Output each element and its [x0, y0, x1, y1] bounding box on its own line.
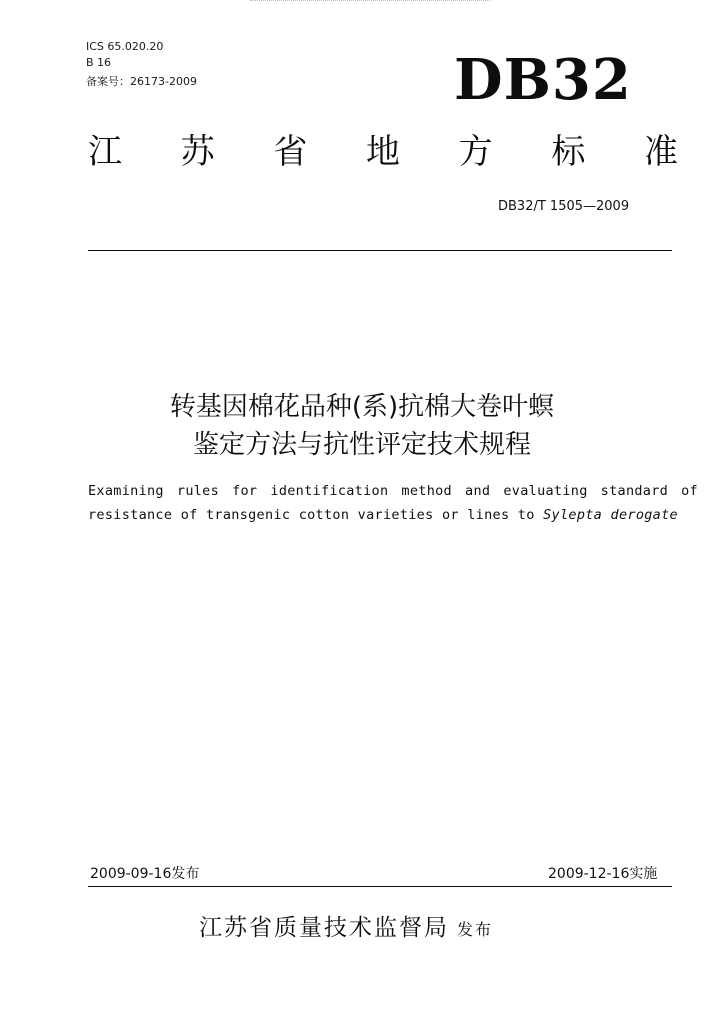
chinese-title-line-1: 转基因棉花品种(系)抗棉大卷叶螟 — [169, 392, 555, 422]
issue-date: 2009-09-16发布 — [90, 866, 200, 882]
standard-type-title: 江 苏 省 地 方 标 准 — [88, 132, 678, 172]
category-code: B 16 — [86, 56, 112, 69]
db32-logo: DB32 — [454, 47, 632, 113]
scan-artifact-line — [250, 0, 490, 5]
issuer-name: 江苏省质量技术监督局 — [199, 915, 449, 941]
issuer-suffix: 发布 — [457, 920, 494, 939]
chinese-title-line-2: 鉴定方法与抗性评定技术规程 — [192, 430, 531, 460]
species-name: Sylepta derogate — [543, 507, 678, 523]
effective-date: 2009-12-16实施 — [548, 866, 658, 882]
footer-divider — [88, 886, 672, 887]
english-title-line-1: Examining rules for identification method and evaluating standard of — [88, 483, 698, 499]
english-title-line-2 — [88, 503, 698, 527]
filing-number: 备案号：26173-2009 — [86, 75, 197, 88]
english-title-line-2-text: resistance of transgenic cotton varieties or lines to — [88, 507, 544, 523]
header-divider — [88, 250, 672, 251]
issuing-authority — [199, 913, 493, 945]
standard-number: DB32/T 1505—2009 — [498, 199, 630, 214]
ics-code: ICS 65.020.20 — [86, 40, 164, 53]
